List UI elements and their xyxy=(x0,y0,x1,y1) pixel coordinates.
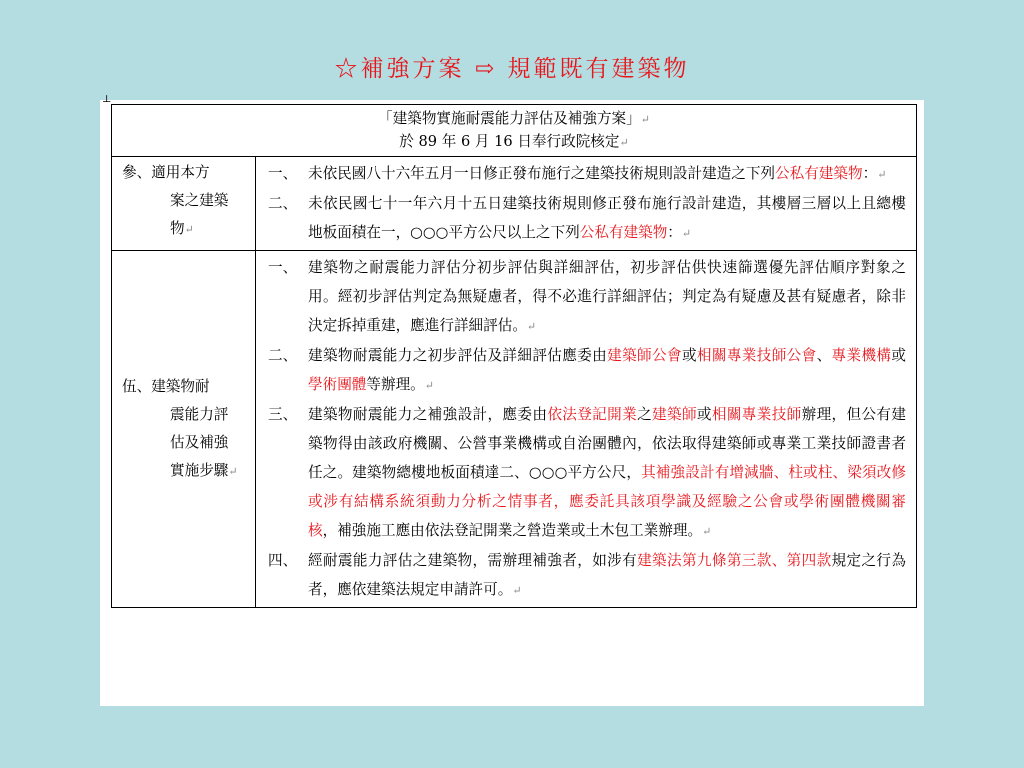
header-title: 「建築物實施耐震能力評估及補強方案」↵ xyxy=(378,110,650,127)
highlighted-text: 建築師 xyxy=(652,406,697,423)
item-number: 一、 xyxy=(268,165,298,182)
section-5-label: 伍、 建築物耐 震能力評 估及補強 實施步驟↵ xyxy=(122,377,238,479)
highlighted-text: 公私有建築物 xyxy=(775,165,863,182)
section-3-item-1 xyxy=(268,159,906,189)
highlighted-text: 依法登記開業 xyxy=(547,406,638,423)
item-text: 或 xyxy=(681,347,697,364)
highlighted-text: 建築法第九條第三款、第四款 xyxy=(637,552,832,569)
section-5-item-1 xyxy=(268,253,906,341)
item-text: 未依民國七十一年六月十五日建築技術規則修正發布施行設計建造，其樓層三層以上且總樓地板面積在一，○○○平方公尺以上之下列 xyxy=(308,195,906,241)
section-5-item-2 xyxy=(268,341,906,400)
regulation-table xyxy=(111,104,917,608)
paragraph-mark: ↵ xyxy=(877,168,887,181)
item-text: ： xyxy=(862,165,878,182)
section-3-label-cell xyxy=(112,157,256,251)
item-number: 三、 xyxy=(268,406,298,423)
item-text: 辦理，但公有建築物得由該政府機關、公營事業機構或自治團體內，依法取得建築師或專業工業技師證書者任之。建築物總樓地板面積達二、○○○平方公尺， xyxy=(308,406,906,481)
item-text: 建築物之耐震能力評估分初步評估與詳細評估，初步評估供快速篩選優先評估順序對象之用。經初步評估判定為無疑慮者，得不必進行詳細評估；判定為有疑慮及甚有疑慮者，除非決定拆掉重建，應進行詳細評估。 xyxy=(308,259,906,334)
header-approval-date: 於 89 年 6 月 16 日奉行政院核定↵ xyxy=(399,133,629,150)
item-text: 之 xyxy=(637,406,653,423)
highlighted-text: 相關專業技師公會 xyxy=(696,347,817,364)
paragraph-mark: ↵ xyxy=(526,320,537,333)
item-number: 四、 xyxy=(268,552,298,569)
paragraph-mark: ↵ xyxy=(681,227,692,240)
item-text: ，補強施工應由依法登記開業之營造業或土木包工業辦理。 xyxy=(322,522,703,539)
highlighted-text: 其補強設計有增減牆、柱或柱、梁須改修或涉有結構系統須動力分析之情事者，應委託具該項學識及經驗之公會或學術團體機關審核 xyxy=(308,464,906,539)
highlighted-text: 相關專業技師 xyxy=(711,406,802,423)
paragraph-mark: ↵ xyxy=(702,525,712,538)
highlighted-text: 建築師公會 xyxy=(607,347,682,364)
item-text: 等辦理。 xyxy=(366,376,425,393)
section-5-label-cell xyxy=(112,251,256,608)
item-text: 、 xyxy=(816,347,832,364)
slide-title: ☆補強方案 ⇨ 規範既有建築物 xyxy=(334,56,690,82)
section-3-item-2 xyxy=(268,189,906,248)
section-5-item-3 xyxy=(268,400,906,546)
table-header-cell xyxy=(112,105,917,157)
highlighted-text: 公私有建築物 xyxy=(579,224,668,241)
item-text: 未依民國八十六年五月一日修正發布施行之建築技術規則設計建造之下列 xyxy=(308,165,776,182)
highlighted-text: 專業機構 xyxy=(831,347,892,364)
paragraph-mark: ↵ xyxy=(512,584,522,597)
table-header-row xyxy=(112,105,917,157)
item-number: 二、 xyxy=(268,195,298,212)
section-5-item-4 xyxy=(268,546,906,605)
section-3-content xyxy=(256,157,917,251)
highlighted-text: 學術團體 xyxy=(308,376,367,393)
item-text: 規定之行為者，應依建築法規定申請許可。 xyxy=(308,552,906,598)
item-text: 經耐震能力評估之建築物，需辦理補強者，如涉有 xyxy=(308,552,638,569)
item-text: 或 xyxy=(696,406,712,423)
section-5-content xyxy=(256,251,917,608)
section-3-label: 參、 適用本方 案之建築 物↵ xyxy=(122,164,229,237)
section-row-3 xyxy=(112,157,917,251)
item-number: 二、 xyxy=(268,347,298,364)
section-row-5 xyxy=(112,251,917,608)
item-text: 建築物耐震能力之初步評估及詳細評估應委由 xyxy=(308,347,608,364)
paragraph-mark: ↵ xyxy=(424,379,434,392)
item-number: 一、 xyxy=(268,259,298,276)
anchor-mark: ⊥ xyxy=(102,94,112,105)
item-text: 或 xyxy=(891,347,906,364)
item-text: 建築物耐震能力之補強設計，應委由 xyxy=(308,406,548,423)
document-image xyxy=(100,94,924,706)
item-text: ： xyxy=(667,224,682,241)
